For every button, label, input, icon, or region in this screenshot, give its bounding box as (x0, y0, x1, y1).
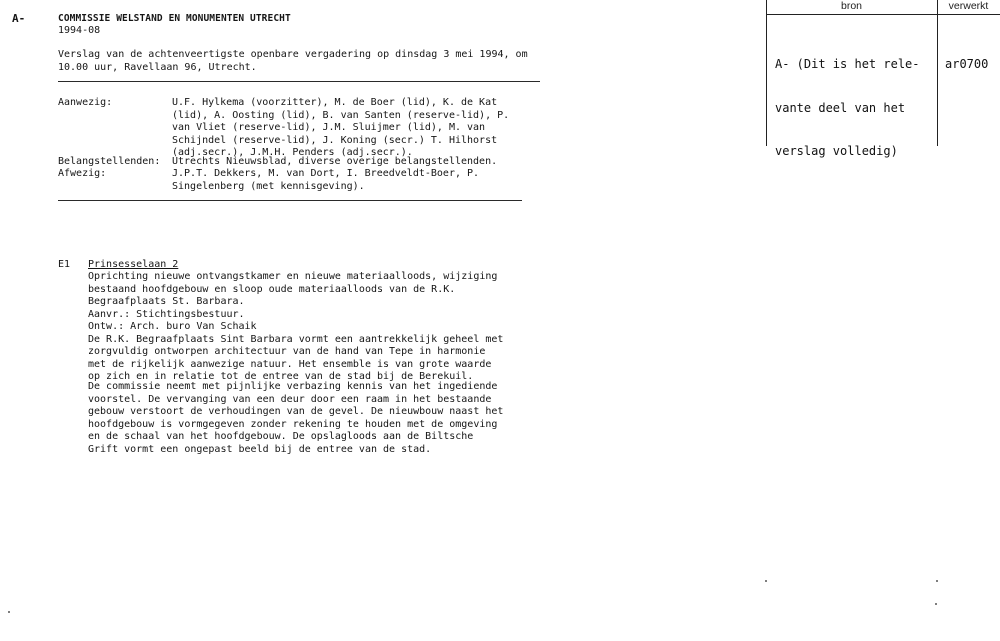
item-line: Begraafplaats St. Barbara. (88, 296, 245, 307)
absent-label: Afwezig: (58, 168, 107, 179)
present-line: Schijndel (reserve-lid), J. Koning (secr.) T. Hilhorst (172, 134, 498, 146)
item-line: De commissie neemt met pijnlijke verbazing kennis van het ingediende (88, 381, 498, 392)
item-line: Ontw.: Arch. buro Van Schaik (88, 321, 257, 332)
absent-line: Singelenberg (met kennisgeving). (172, 180, 365, 192)
verwerkt-column-header: verwerkt (948, 0, 989, 12)
item-line: Aanvr.: Stichtingsbestuur. (88, 308, 245, 320)
item-line: gebouw verstoort de verhoudingen van de gevel. De nieuwbouw naast het (88, 406, 504, 417)
verwerkt-cell: ar0700 (945, 57, 989, 71)
present-line: (lid), A. Oosting (lid), B. van Santen (reserve-lid), P. (172, 109, 510, 121)
scan-speck (935, 603, 937, 605)
bron-line: A- (Dit is het rele- (775, 57, 920, 71)
report-title-line: 10.00 uur, Ravellaan 96, Utrecht. (58, 62, 257, 73)
item-line: en de schaal van het hoofdgebouw. De opslagloods aan de Biltsche (88, 431, 474, 442)
present-line: (adj.secr.), J.M.H. Penders (adj.secr.). (172, 147, 413, 158)
attendance-divider (58, 200, 522, 201)
scan-speck (765, 580, 767, 582)
bron-line: verslag volledig) (775, 144, 898, 158)
margin-mark: A- (12, 12, 26, 25)
present-line: van Vliet (reserve-lid), J.M. Sluijmer (lid), M. van (172, 122, 486, 133)
item-line: op zich en in relatie tot de entree van de stad bij de Berekuil. (88, 371, 474, 382)
organization-title: COMMISSIE WELSTAND EN MONUMENTEN UTRECHT (58, 13, 291, 24)
absent-line: J.P.T. Dekkers, M. van Dort, I. Breedveldt-Boer, P. (172, 168, 480, 179)
report-reference: 1994-08 (58, 25, 101, 36)
item-number: E1 (58, 259, 71, 270)
table-header-rule (766, 14, 1000, 15)
bron-column-header: bron (840, 0, 862, 12)
interested-label: Belangstellenden: (58, 156, 161, 167)
present-label: Aanwezig: (58, 97, 113, 108)
item-line: De R.K. Begraafplaats Sint Barbara vormt een aantrekkelijk geheel met (88, 333, 504, 345)
bron-line: vante deel van het (775, 100, 906, 115)
item-line: hoofdgebouw is vormgegeven zonder rekening te houden met de omgeving (88, 418, 498, 430)
item-address: Prinsesselaan 2 (88, 259, 179, 270)
table-column-divider (937, 0, 938, 146)
present-line: U.F. Hylkema (voorzitter), M. de Boer (lid), K. de Kat (172, 97, 498, 108)
scan-speck (936, 580, 938, 582)
table-left-border (766, 0, 767, 146)
item-line: zorgvuldig ontworpen architectuur van de hand van Tepe in harmonie (88, 346, 486, 357)
bron-cell (775, 28, 920, 188)
item-line: Oprichting nieuwe ontvangstkamer en nieuwe materiaalloods, wijziging (88, 271, 498, 282)
item-line: bestaand hoofdgebouw en sloop oude materiaalloods van de R.K. (88, 283, 456, 295)
header-divider (58, 81, 540, 82)
report-title-line: Verslag van de achtenveertigste openbare vergadering op dinsdag 3 mei 1994, om (58, 49, 528, 60)
interested-line: Utrechts Nieuwsblad, diverse overige belangstellenden. (172, 156, 498, 167)
item-line: voorstel. De vervanging van een deur door een raam in het bestaande (88, 393, 492, 405)
scan-speck (8, 611, 10, 613)
item-line: Grift vormt een ongepast beeld bij de entree van de stad. (88, 443, 432, 455)
item-line: met de rijkelijk aanwezige natuur. Het ensemble is van grote waarde (88, 358, 492, 370)
